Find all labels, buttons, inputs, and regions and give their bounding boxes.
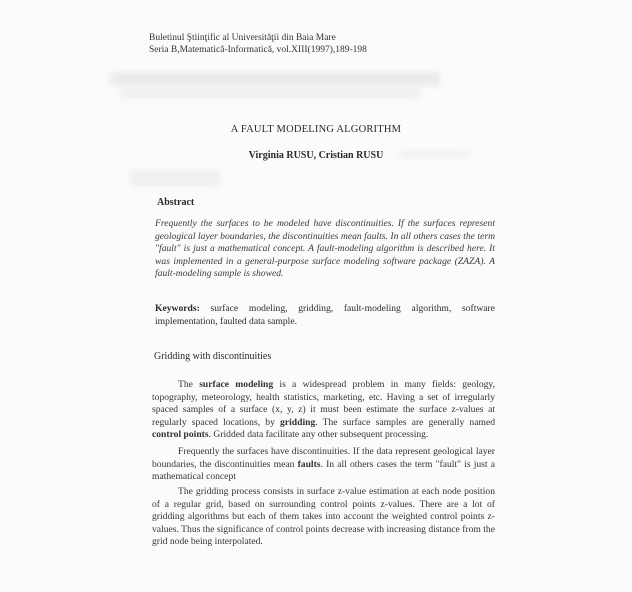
paper-authors: Virginia RUSU, Cristian RUSU: [248, 150, 384, 161]
keywords: [155, 303, 495, 328]
journal-series: Seria B,Matematică-Informatică, vol.XIII(1997),189-198: [149, 45, 367, 55]
journal-header: [149, 32, 367, 56]
scan-smudge: [120, 88, 420, 98]
scan-smudge: [130, 170, 220, 186]
paper-title: A FAULT MODELING ALGORITHM: [230, 124, 402, 135]
scan-smudge: [110, 72, 440, 86]
body-paragraph-3: The gridding process consists in surface z-value estimation at each node position of a regular grid, based on surrounding control points z-values. There are a lot of gridding algorithms but each of them takes into account the weighted control points z-values. Thus the significance of control points decrease with increasing distance from the grid node being interpolated.: [152, 486, 495, 548]
section-heading: Gridding with discontinuities: [154, 351, 272, 362]
keywords-label: Keywords:: [155, 303, 200, 314]
body-paragraph-2: Frequently the surfaces have discontinuities. If the data represent geological layer boundaries, the discontinuities mean faults. In all others cases the term "fault" is just a mathematical concept: [152, 446, 495, 483]
body-paragraph-1: The surface modeling is a widespread problem in many fields: geology, topography, meteorology, health statistics, marketing, etc. Having a set of irregularly spaced samples of a surface (x, y, z) it must been estimate the surface z-values at regularly spaced locations, by gridding. The surface samples are generally named control points. Gridded data facilitate any other subsequent processing.: [152, 379, 495, 441]
journal-name: Buletinul Ştiinţific al Universităţii din Baia Mare: [149, 33, 336, 43]
abstract-heading: Abstract: [157, 197, 195, 208]
abstract-text: Frequently the surfaces to be modeled have discontinuities. If the surfaces represent geological layer boundaries, the discontinuities mean faults. In all others cases the term "fault" is just a mathematical concept. A fault-modeling algorithm is described here. It was implemented in a general-purpose surface modeling software package (ZAZA). A fault-modeling sample is showed.: [155, 218, 495, 280]
keywords-text: surface modeling, gridding, fault-modeling algorithm, software implementation, faulted data sample.: [155, 303, 495, 327]
